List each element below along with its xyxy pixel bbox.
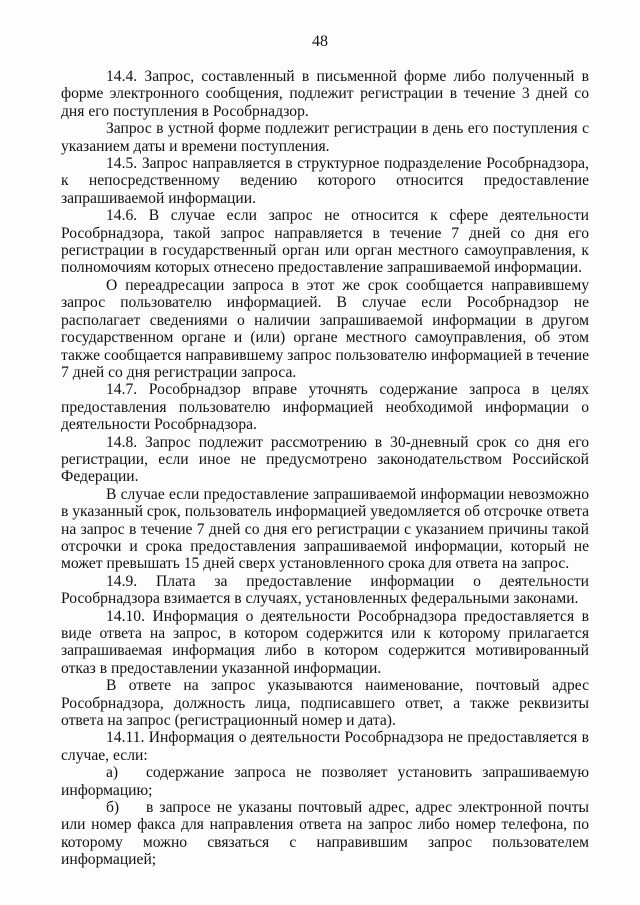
page-number: 48 bbox=[312, 33, 328, 50]
paragraph-14-7: 14.7. Рособрнадзор вправе уточнять содержание запроса в целях предоставления пользователю информацией необходимой информации о деятельности Рособрнадзора. bbox=[61, 381, 589, 434]
paragraph-14-11: 14.11. Информация о деятельности Рособрнадзора не предоставляется в случае, если: bbox=[61, 729, 589, 764]
paragraph-14-8: 14.8. Запрос подлежит рассмотрению в 30-дневный срок со дня его регистрации, если иное не предусмотрено законодательством Российской Федерации. bbox=[61, 433, 589, 486]
paragraph-14-5: 14.5. Запрос направляется в структурное подразделение Рособрнадзора, к непосредственному ведению которого относится предоставление запрашиваемой информации. bbox=[61, 155, 589, 207]
paragraph-14-9: 14.9. Плата за предоставление информации о деятельности Рособрнадзора взимается в случаях, установленных федеральными законами. bbox=[61, 572, 589, 608]
list-item-b bbox=[61, 799, 589, 869]
paragraph-deferral: В случае если предоставление запрашиваемой информации невозможно в указанный срок, пользователь информацией уведомляется об отсрочке ответа на запрос в течение 7 дней со дня его регистрации с указанием причины такой отсрочки и срока предоставления запрашиваемой информации, который не может превышать 15 дней сверх установленного срока для ответа на запрос. bbox=[61, 485, 589, 573]
paragraph-oral-request: Запрос в устной форме подлежит регистрации в день его поступления с указанием даты и времени поступления. bbox=[61, 120, 589, 155]
document-body bbox=[61, 68, 589, 869]
list-item-a bbox=[61, 764, 589, 799]
list-item-text: в запросе не указаны почтовый адрес, адрес электронной почты или номер факса для направления ответа на запрос либо номер телефона, по которому можно связаться с направившим запрос пользователем информацией; bbox=[61, 799, 589, 869]
paragraph-14-4: 14.4. Запрос, составленный в письменной форме либо полученный в форме электронного сообщения, подлежит регистрации в течение 3 дней со дня его поступления в Рособрнадзор. bbox=[61, 68, 589, 120]
paragraph-14-6: 14.6. В случае если запрос не относится к сфере деятельности Рособрнадзора, такой запрос направляется в течение 7 дней со дня его регистрации в государственный орган или орган местного самоуправления, к полномочиям которых отнесено предоставление запрашиваемой информации. bbox=[61, 207, 589, 277]
paragraph-answer-details: В ответе на запрос указываются наименование, почтовый адрес Рособрнадзора, должность лица, подписавшего ответ, а также реквизиты ответа на запрос (регистрационный номер и дата). bbox=[61, 677, 589, 730]
paragraph-redirection: О переадресации запроса в этот же срок сообщается направившему запрос пользователю информацией. В случае если Рособрнадзор не располагает сведениями о наличии запрашиваемой информации в другом государственном органе и (или) органе местного самоуправления, об этом также сообщается направившему запрос пользователю информацией в течение 7 дней со дня регистрации запроса. bbox=[61, 276, 589, 381]
paragraph-14-10: 14.10. Информация о деятельности Рособрнадзора предоставляется в виде ответа на запрос, в котором содержится или к которому прилагается запрашиваемая информация либо в котором содержится мотивированный отказ в предоставлении указанной информации. bbox=[61, 607, 589, 677]
list-item-label: б) bbox=[106, 799, 120, 817]
list-item-text: содержание запроса не позволяет установить запрашиваемую информацию; bbox=[61, 764, 589, 799]
list-item-label: а) bbox=[106, 764, 119, 782]
